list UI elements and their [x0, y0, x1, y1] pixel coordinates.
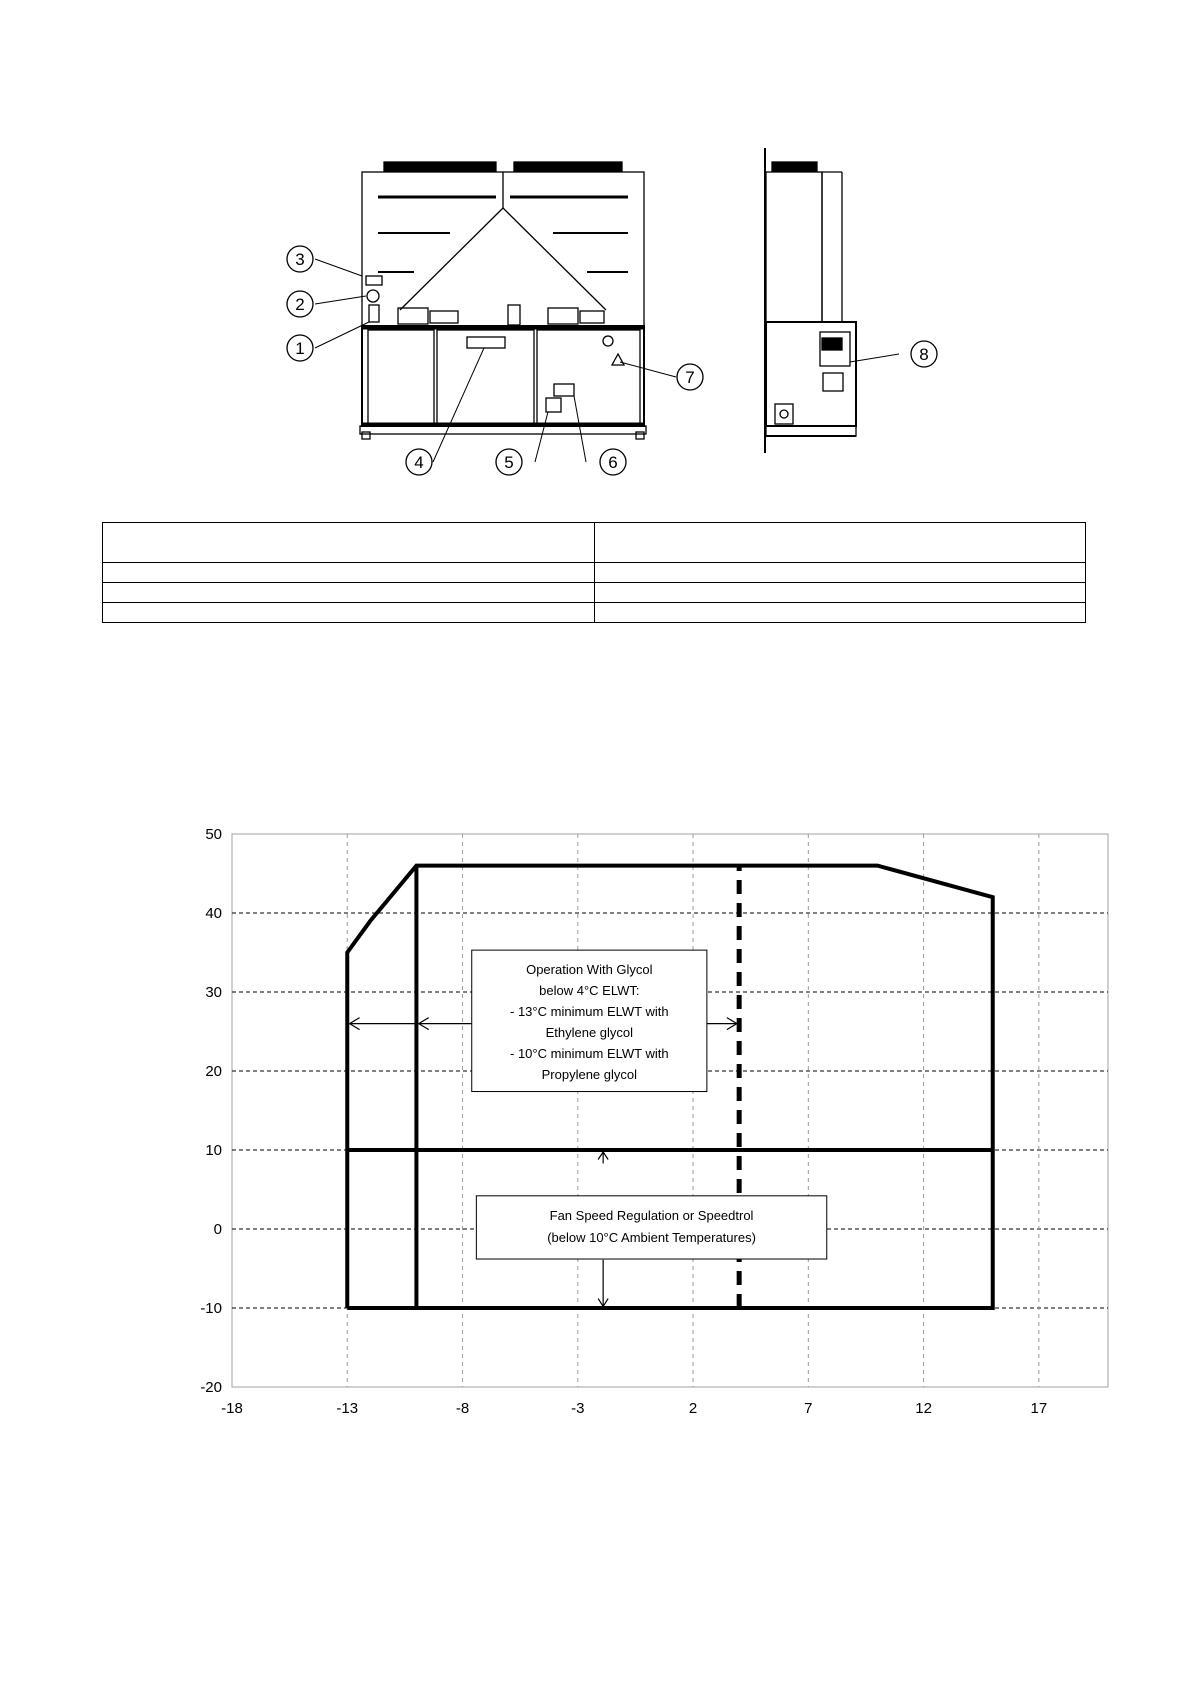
operating-envelope-chart	[0, 800, 1190, 1460]
side-view	[765, 148, 856, 453]
table-row	[103, 563, 1086, 583]
y-tick-label: -20	[200, 1379, 222, 1396]
table-cell	[594, 563, 1086, 583]
glycol-note-line: - 13°C minimum ELWT with	[510, 1004, 669, 1020]
table-cell	[594, 583, 1086, 603]
x-tick-label: -8	[455, 1400, 470, 1417]
callout-circles	[287, 246, 937, 475]
x-tick-label: -18	[221, 1400, 243, 1417]
fan-note-line: (below 10°C Ambient Temperatures)	[547, 1229, 756, 1245]
callout-3: 3	[295, 250, 305, 269]
callout-1: 1	[295, 339, 305, 358]
glycol-note-line: - 10°C minimum ELWT with	[510, 1046, 669, 1062]
callout-4: 4	[414, 453, 424, 472]
table-cell	[594, 603, 1086, 623]
x-tick-label: 12	[915, 1400, 932, 1417]
callout-8: 8	[919, 345, 929, 364]
fan-note-box	[476, 1196, 826, 1259]
label-table	[102, 522, 1086, 623]
unit-diagram	[0, 0, 1190, 480]
y-tick-label: 40	[205, 905, 222, 922]
fan-note-line: Fan Speed Regulation or Speedtrol	[549, 1207, 754, 1223]
table-cell	[103, 563, 595, 583]
glycol-note-line: Propylene glycol	[541, 1067, 638, 1083]
y-tick-label: 30	[205, 984, 222, 1001]
leader-lines	[315, 259, 899, 462]
table-row	[103, 583, 1086, 603]
chart-ticks	[200, 826, 1047, 1417]
y-tick-label: 10	[205, 1142, 222, 1159]
x-tick-label: -13	[336, 1400, 359, 1417]
plot-area-frame	[232, 834, 1108, 1387]
x-tick-label: 7	[804, 1400, 813, 1417]
table-cell	[594, 523, 1086, 563]
callout-7: 7	[685, 368, 695, 387]
table-row	[103, 603, 1086, 623]
table-cell	[103, 523, 595, 563]
chart-annotations	[350, 950, 827, 1306]
callout-5: 5	[504, 453, 514, 472]
callout-6: 6	[608, 453, 618, 472]
callout-2: 2	[295, 295, 305, 314]
x-tick-label: 2	[688, 1400, 698, 1417]
x-tick-label: -3	[571, 1400, 585, 1417]
glycol-note-line: below 4°C ELWT:	[539, 983, 640, 999]
y-tick-label: 0	[213, 1221, 222, 1238]
y-tick-label: 20	[205, 1063, 222, 1080]
y-tick-label: 50	[205, 826, 222, 843]
chart-grid	[232, 834, 1108, 1387]
table-header-row	[103, 523, 1086, 563]
y-tick-label: -10	[200, 1300, 222, 1317]
table-cell	[103, 583, 595, 603]
glycol-note-line: Ethylene glycol	[545, 1025, 634, 1041]
glycol-note-line: Operation With Glycol	[526, 962, 653, 978]
front-view	[360, 162, 646, 439]
table-cell	[103, 603, 595, 623]
x-tick-label: 17	[1030, 1400, 1048, 1417]
